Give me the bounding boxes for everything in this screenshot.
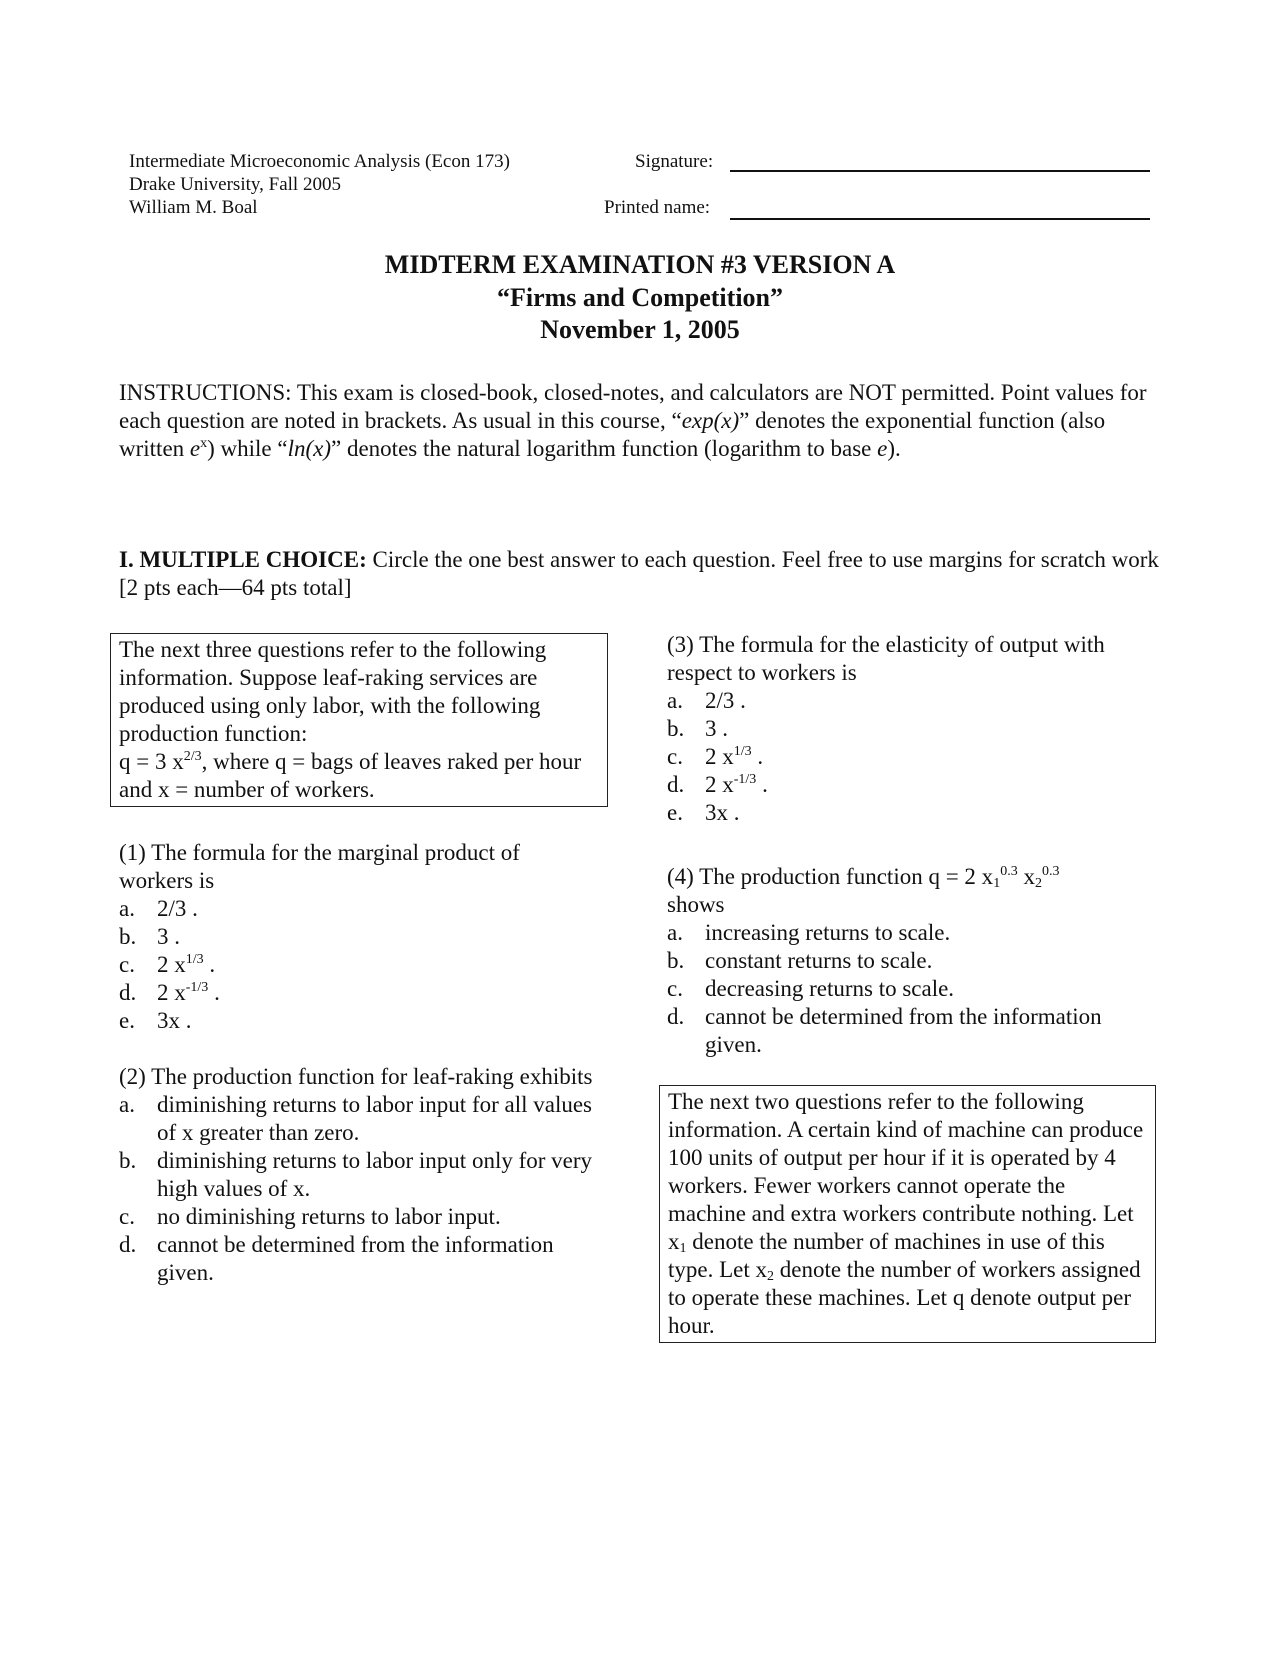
option-a[interactable]: a. diminishing returns to labor input for all values of x greater than zero.	[119, 1092, 593, 1145]
question-2	[110, 1063, 609, 1287]
question-stem: (3) The formula for the elasticity of output with respect to workers is	[667, 632, 1105, 685]
printed-name-line[interactable]	[730, 218, 1150, 220]
signature-line[interactable]	[730, 170, 1150, 172]
exam-subtitle: “Firms and Competition”	[497, 283, 783, 312]
option-d[interactable]: d. 2 $x^{-1/3}$ .	[119, 980, 220, 1005]
option-a[interactable]: a. 2/3 .	[667, 688, 746, 713]
option-c[interactable]: c. no diminishing returns to labor input.	[119, 1204, 501, 1229]
course-header	[129, 150, 569, 219]
question-stem: (4) The production function q = 2 $x_1^{0.3}$ $x_2^{0.3}$	[667, 864, 1060, 891]
option-a[interactable]: a. 2/3 .	[119, 896, 198, 921]
info-box-machines: The next two questions refer to the following information. A certain kind of machine can produce 100 units of output per hour if it is operated by 4 workers. Fewer workers cannot operate the machine and extra workers contribute nothing. Let $x_1$ denote the number of machines in use of this type. Let $x_2$ denote the number of workers assigned to operate these machines. Let q denote output per hour.	[659, 1085, 1156, 1343]
section-heading: I. MULTIPLE CHOICE: Circle the one best answer to each question. Feel free to use margins for scratch work [2 pts each—64 pts total]	[119, 547, 1159, 600]
option-d[interactable]: d. cannot be determined from the information given.	[667, 1004, 1102, 1057]
option-c[interactable]: c. decreasing returns to scale.	[667, 976, 955, 1001]
option-c[interactable]: c. 2 $x^{1/3}$ .	[119, 952, 216, 977]
course-name: Intermediate Microeconomic Analysis (Econ 173)	[129, 151, 510, 172]
option-b[interactable]: b. diminishing returns to labor input only for very high values of x.	[119, 1148, 593, 1201]
option-d[interactable]: d. cannot be determined from the information given.	[119, 1232, 554, 1285]
option-a[interactable]: a. increasing returns to scale.	[667, 920, 951, 945]
exam-title: MIDTERM EXAMINATION #3 VERSION A	[384, 250, 896, 279]
section-title: I. MULTIPLE CHOICE:	[119, 547, 367, 572]
question-stem: (2) The production function for leaf-raking exhibits	[119, 1064, 593, 1089]
option-e[interactable]: e. 3x .	[119, 1008, 192, 1033]
option-b[interactable]: b. 3 .	[667, 716, 728, 741]
ln-notation: ln(x)	[287, 436, 332, 461]
left-column	[110, 633, 610, 1287]
instructions: INSTRUCTIONS: This exam is closed-book, closed-notes, and calculators are NOT permitted. Point values for each question are noted in brackets. As usual in this course, “exp(x)” denotes the exponential function (also written $e^x$) while “ln(x)” denotes the natural logarithm function (logarithm to base e).	[119, 380, 1147, 461]
info-box-leaf-raking: The next three questions refer to the following information. Suppose leaf-raking services are produced using only labor, with the following production function: q = 3 $x^{2/3}$, where q = bags of leaves raked per hour and x = number of workers.	[110, 633, 608, 807]
right-column	[667, 631, 1172, 1343]
question-1	[110, 839, 599, 1035]
option-b[interactable]: b. constant returns to scale.	[667, 948, 933, 973]
option-c[interactable]: c. 2 $x^{1/3}$ .	[667, 744, 764, 769]
option-d[interactable]: d. 2 $x^{-1/3}$ .	[667, 772, 768, 797]
question-stem: (1) The formula for the marginal product of workers is	[119, 840, 520, 893]
exp-notation: exp(x)	[681, 408, 740, 433]
printed-name-label: Printed name:	[604, 197, 711, 218]
question-3	[667, 631, 1162, 827]
exam-date: November 1, 2005	[540, 315, 740, 344]
school-term: Drake University, Fall 2005	[129, 174, 341, 195]
question-4: (4) The production function q = 2 $x_1^{0.3}$ $x_2^{0.3}$ shows a. increasing returns to scale. b. constant returns to scale. c. decreasing returns to scale. d. cannot be determined from the information given.	[667, 863, 1162, 1059]
option-b[interactable]: b. 3 .	[119, 924, 180, 949]
option-e[interactable]: e. 3x .	[667, 800, 740, 825]
instructor-name: William M. Boal	[129, 197, 258, 218]
signature-label: Signature:	[635, 151, 714, 172]
